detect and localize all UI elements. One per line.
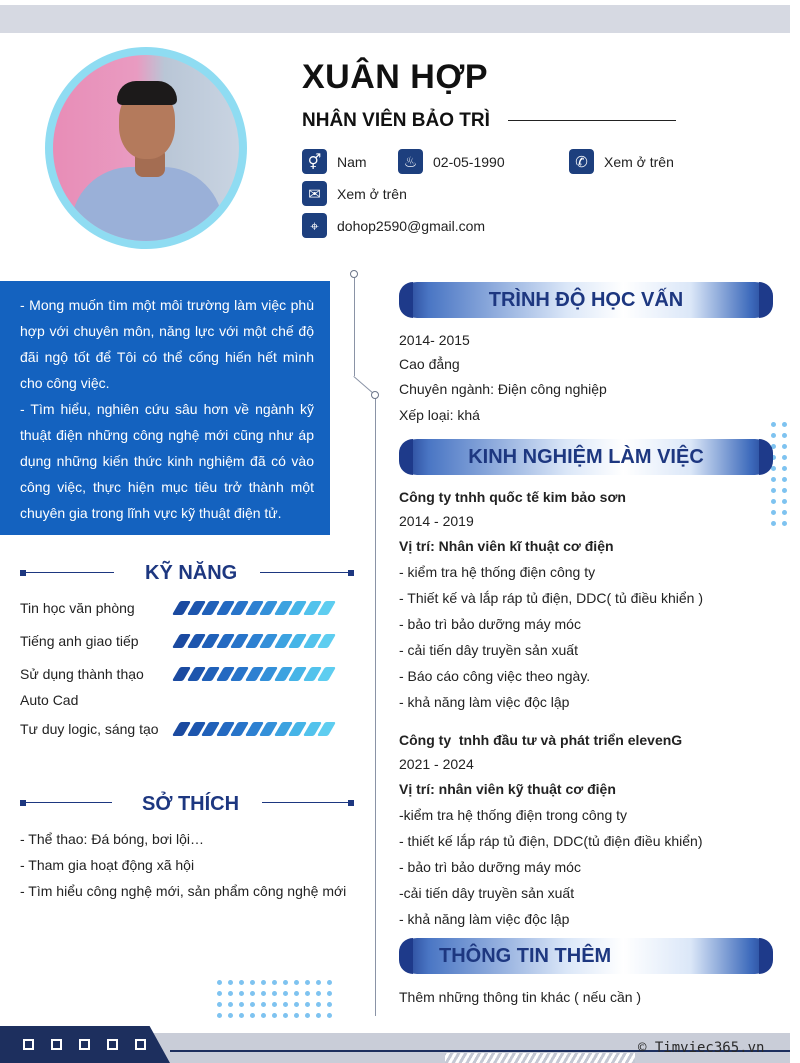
decorative-dots bbox=[771, 422, 787, 526]
divider-line bbox=[260, 572, 348, 573]
gender-value: Nam bbox=[337, 153, 367, 170]
skill-label: Tư duy logic, sáng tạo bbox=[20, 721, 159, 737]
footer-square bbox=[23, 1039, 34, 1050]
decor-dot bbox=[272, 1002, 277, 1007]
decor-dot bbox=[782, 477, 787, 482]
decor-dot bbox=[782, 433, 787, 438]
avatar bbox=[45, 47, 247, 249]
decor-dot bbox=[217, 1013, 222, 1018]
decor-dot bbox=[327, 980, 332, 985]
decor-dot bbox=[261, 1013, 266, 1018]
decor-dot bbox=[327, 991, 332, 996]
hobby-item: - Tìm hiểu công nghệ mới, sản phẩm công nghệ mới bbox=[20, 883, 347, 899]
title-divider bbox=[508, 120, 676, 121]
decor-dot bbox=[272, 991, 277, 996]
objective-paragraph: - Tìm hiểu, nghiên cứu sâu hơn về ngành kỹ thuật điện những công nghệ mới cũng như áp dụng những kiến thức kinh nghiệm đã có vào công việc, thực hiện mục tiêu trở thành một chuyên gia trong lĩnh vực kỹ thuật điện tử. bbox=[20, 401, 314, 521]
phone-info bbox=[569, 149, 674, 174]
divider-square bbox=[348, 800, 354, 806]
birthday-info bbox=[398, 149, 505, 174]
decor-dot bbox=[316, 991, 321, 996]
additional-banner bbox=[399, 938, 773, 974]
decor-dot bbox=[782, 510, 787, 515]
decor-dot bbox=[294, 980, 299, 985]
divider-square bbox=[20, 570, 26, 576]
job-task: -cải tiến dây truyền sản xuất bbox=[399, 885, 575, 901]
address-info bbox=[302, 181, 407, 206]
decor-dot bbox=[272, 980, 277, 985]
decor-dot bbox=[316, 980, 321, 985]
gender-icon: ⚥ bbox=[302, 149, 327, 174]
education-banner bbox=[399, 282, 773, 318]
decor-dot bbox=[283, 980, 288, 985]
decor-dot bbox=[217, 1002, 222, 1007]
additional-text: Thêm những thông tin khác ( nếu cần ) bbox=[399, 989, 642, 1005]
decor-dot bbox=[305, 1013, 310, 1018]
decor-dot bbox=[305, 991, 310, 996]
decor-dot bbox=[261, 1002, 266, 1007]
decor-dot bbox=[239, 980, 244, 985]
skill-bar bbox=[176, 722, 336, 736]
decor-dot bbox=[217, 980, 222, 985]
decor-dot bbox=[228, 991, 233, 996]
job-position: Vị trí: nhân viên kỹ thuật cơ điện bbox=[399, 781, 616, 797]
job-task: -kiểm tra hệ thống điện trong công ty bbox=[399, 807, 628, 823]
decor-dot bbox=[294, 991, 299, 996]
experience-banner bbox=[399, 439, 773, 475]
decor-dot bbox=[782, 521, 787, 526]
decor-dot bbox=[250, 1002, 255, 1007]
skill-bar bbox=[176, 601, 336, 615]
divider-line bbox=[26, 802, 112, 803]
birthday-cake-icon: ♨ bbox=[398, 149, 423, 174]
objective-paragraph: - Mong muốn tìm một môi trường làm việc phù hợp với chuyên môn, năng lực với một chế độ đãi ngộ tốt để Tôi có thể cống hiến hết mình cho công việc. bbox=[20, 297, 314, 391]
job-task: - bảo trì bảo dưỡng máy móc bbox=[399, 616, 581, 632]
decor-dot bbox=[771, 422, 776, 427]
decor-dot bbox=[327, 1013, 332, 1018]
email-value[interactable]: dohop2590@gmail.com bbox=[337, 217, 486, 234]
hobbies-heading: SỞ THÍCH bbox=[142, 793, 240, 815]
decor-dot bbox=[782, 422, 787, 427]
decor-dot bbox=[305, 980, 310, 985]
job-title: NHÂN VIÊN BẢO TRÌ bbox=[302, 110, 490, 131]
decor-dot bbox=[217, 991, 222, 996]
company-name: Công ty tnhh đầu tư và phát triển elevenG bbox=[399, 732, 683, 748]
decor-dot bbox=[294, 1013, 299, 1018]
experience-heading: KINH NGHIỆM LÀM VIỆC bbox=[468, 446, 704, 468]
divider-square bbox=[20, 800, 26, 806]
career-objective bbox=[0, 281, 330, 535]
decor-dot bbox=[228, 980, 233, 985]
footer-square bbox=[79, 1039, 90, 1050]
decor-dot bbox=[239, 1013, 244, 1018]
footer-stripes bbox=[445, 1053, 635, 1063]
job-task: - khả năng làm việc độc lập bbox=[399, 694, 570, 710]
decor-dot bbox=[283, 991, 288, 996]
skill-label: Tiếng anh giao tiếp bbox=[20, 633, 139, 649]
education-line: Chuyên ngành: Điện công nghiệp bbox=[399, 381, 607, 397]
additional-heading: THÔNG TIN THÊM bbox=[439, 945, 612, 967]
job-period: 2021 - 2024 bbox=[399, 756, 474, 772]
decor-dot bbox=[782, 455, 787, 460]
phone-icon: ✆ bbox=[569, 149, 594, 174]
decor-dot bbox=[283, 1002, 288, 1007]
mail-icon: ✉ bbox=[302, 181, 327, 206]
job-task: - Thiết kế và lắp ráp tủ điện, DDC( tủ điều khiển ) bbox=[399, 590, 704, 606]
job-task: - kiểm tra hệ thống điện công ty bbox=[399, 564, 596, 580]
decor-dot bbox=[771, 477, 776, 482]
hobby-item: - Tham gia hoạt động xã hội bbox=[20, 857, 195, 873]
gender-info bbox=[302, 149, 367, 174]
education-line: Xếp loại: khá bbox=[399, 407, 480, 423]
decor-dot bbox=[305, 1002, 310, 1007]
hobby-item: - Thể thao: Đá bóng, bơi lội… bbox=[20, 831, 205, 847]
timeline-dot bbox=[371, 391, 379, 399]
decor-dot bbox=[294, 1002, 299, 1007]
divider-line bbox=[262, 802, 348, 803]
education-heading: TRÌNH ĐỘ HỌC VẤN bbox=[488, 289, 684, 311]
candidate-name: XUÂN HỢP bbox=[302, 58, 489, 96]
decor-dot bbox=[771, 521, 776, 526]
location-pin-icon: ⌖ bbox=[302, 213, 327, 238]
decor-dot bbox=[316, 1013, 321, 1018]
decorative-dots bbox=[217, 980, 332, 1018]
job-task: - khả năng làm việc độc lập bbox=[399, 911, 570, 927]
decor-dot bbox=[771, 488, 776, 493]
decor-dot bbox=[272, 1013, 277, 1018]
job-position: Vị trí: Nhân viên kĩ thuật cơ điện bbox=[399, 538, 614, 554]
skill-label: Sử dụng thành thạo Auto Cad bbox=[20, 666, 144, 708]
job-task: - bảo trì bảo dưỡng máy móc bbox=[399, 859, 581, 875]
decor-dot bbox=[782, 488, 787, 493]
timeline-line bbox=[375, 396, 376, 1016]
skill-bar bbox=[176, 634, 336, 648]
decor-dot bbox=[316, 1002, 321, 1007]
education-line: Cao đẳng bbox=[399, 356, 460, 372]
decor-dot bbox=[239, 1002, 244, 1007]
skill-bar bbox=[176, 667, 336, 681]
job-period: 2014 - 2019 bbox=[399, 513, 474, 529]
birthday-value: 02-05-1990 bbox=[433, 153, 505, 170]
phone-value: Xem ở trên bbox=[604, 153, 674, 170]
decor-dot bbox=[228, 1002, 233, 1007]
decor-dot bbox=[283, 1013, 288, 1018]
job-task: - cải tiến dây truyền sản xuất bbox=[399, 642, 578, 658]
footer-square bbox=[135, 1039, 146, 1050]
decor-dot bbox=[327, 1002, 332, 1007]
education-line: 2014- 2015 bbox=[399, 332, 470, 348]
decor-dot bbox=[771, 510, 776, 515]
decor-dot bbox=[228, 1013, 233, 1018]
watermark: © Timviec365.vn bbox=[638, 1040, 765, 1056]
decor-dot bbox=[782, 466, 787, 471]
decor-dot bbox=[261, 991, 266, 996]
divider-line bbox=[26, 572, 114, 573]
decor-dot bbox=[239, 991, 244, 996]
decor-dot bbox=[250, 1013, 255, 1018]
decor-dot bbox=[782, 499, 787, 504]
decor-dot bbox=[261, 980, 266, 985]
footer-square bbox=[51, 1039, 62, 1050]
divider-square bbox=[348, 570, 354, 576]
company-name: Công ty tnhh quốc tế kim bảo sơn bbox=[399, 489, 626, 505]
email-info[interactable] bbox=[302, 213, 485, 238]
decor-dot bbox=[250, 991, 255, 996]
timeline-dot bbox=[350, 270, 358, 278]
job-task: - thiết kế lắp ráp tủ điện, DDC(tủ điện điều khiển) bbox=[399, 833, 703, 849]
profile-photo bbox=[53, 55, 239, 241]
top-band bbox=[0, 5, 790, 33]
timeline-line bbox=[354, 276, 355, 376]
decor-dot bbox=[771, 499, 776, 504]
job-task: - Báo cáo công việc theo ngày. bbox=[399, 668, 591, 684]
decor-dot bbox=[782, 444, 787, 449]
skill-label: Tin học văn phòng bbox=[20, 600, 135, 616]
footer-square bbox=[107, 1039, 118, 1050]
address-value: Xem ở trên bbox=[337, 185, 407, 202]
decor-dot bbox=[250, 980, 255, 985]
skills-heading: KỸ NĂNG bbox=[145, 562, 238, 584]
decor-dot bbox=[771, 433, 776, 438]
